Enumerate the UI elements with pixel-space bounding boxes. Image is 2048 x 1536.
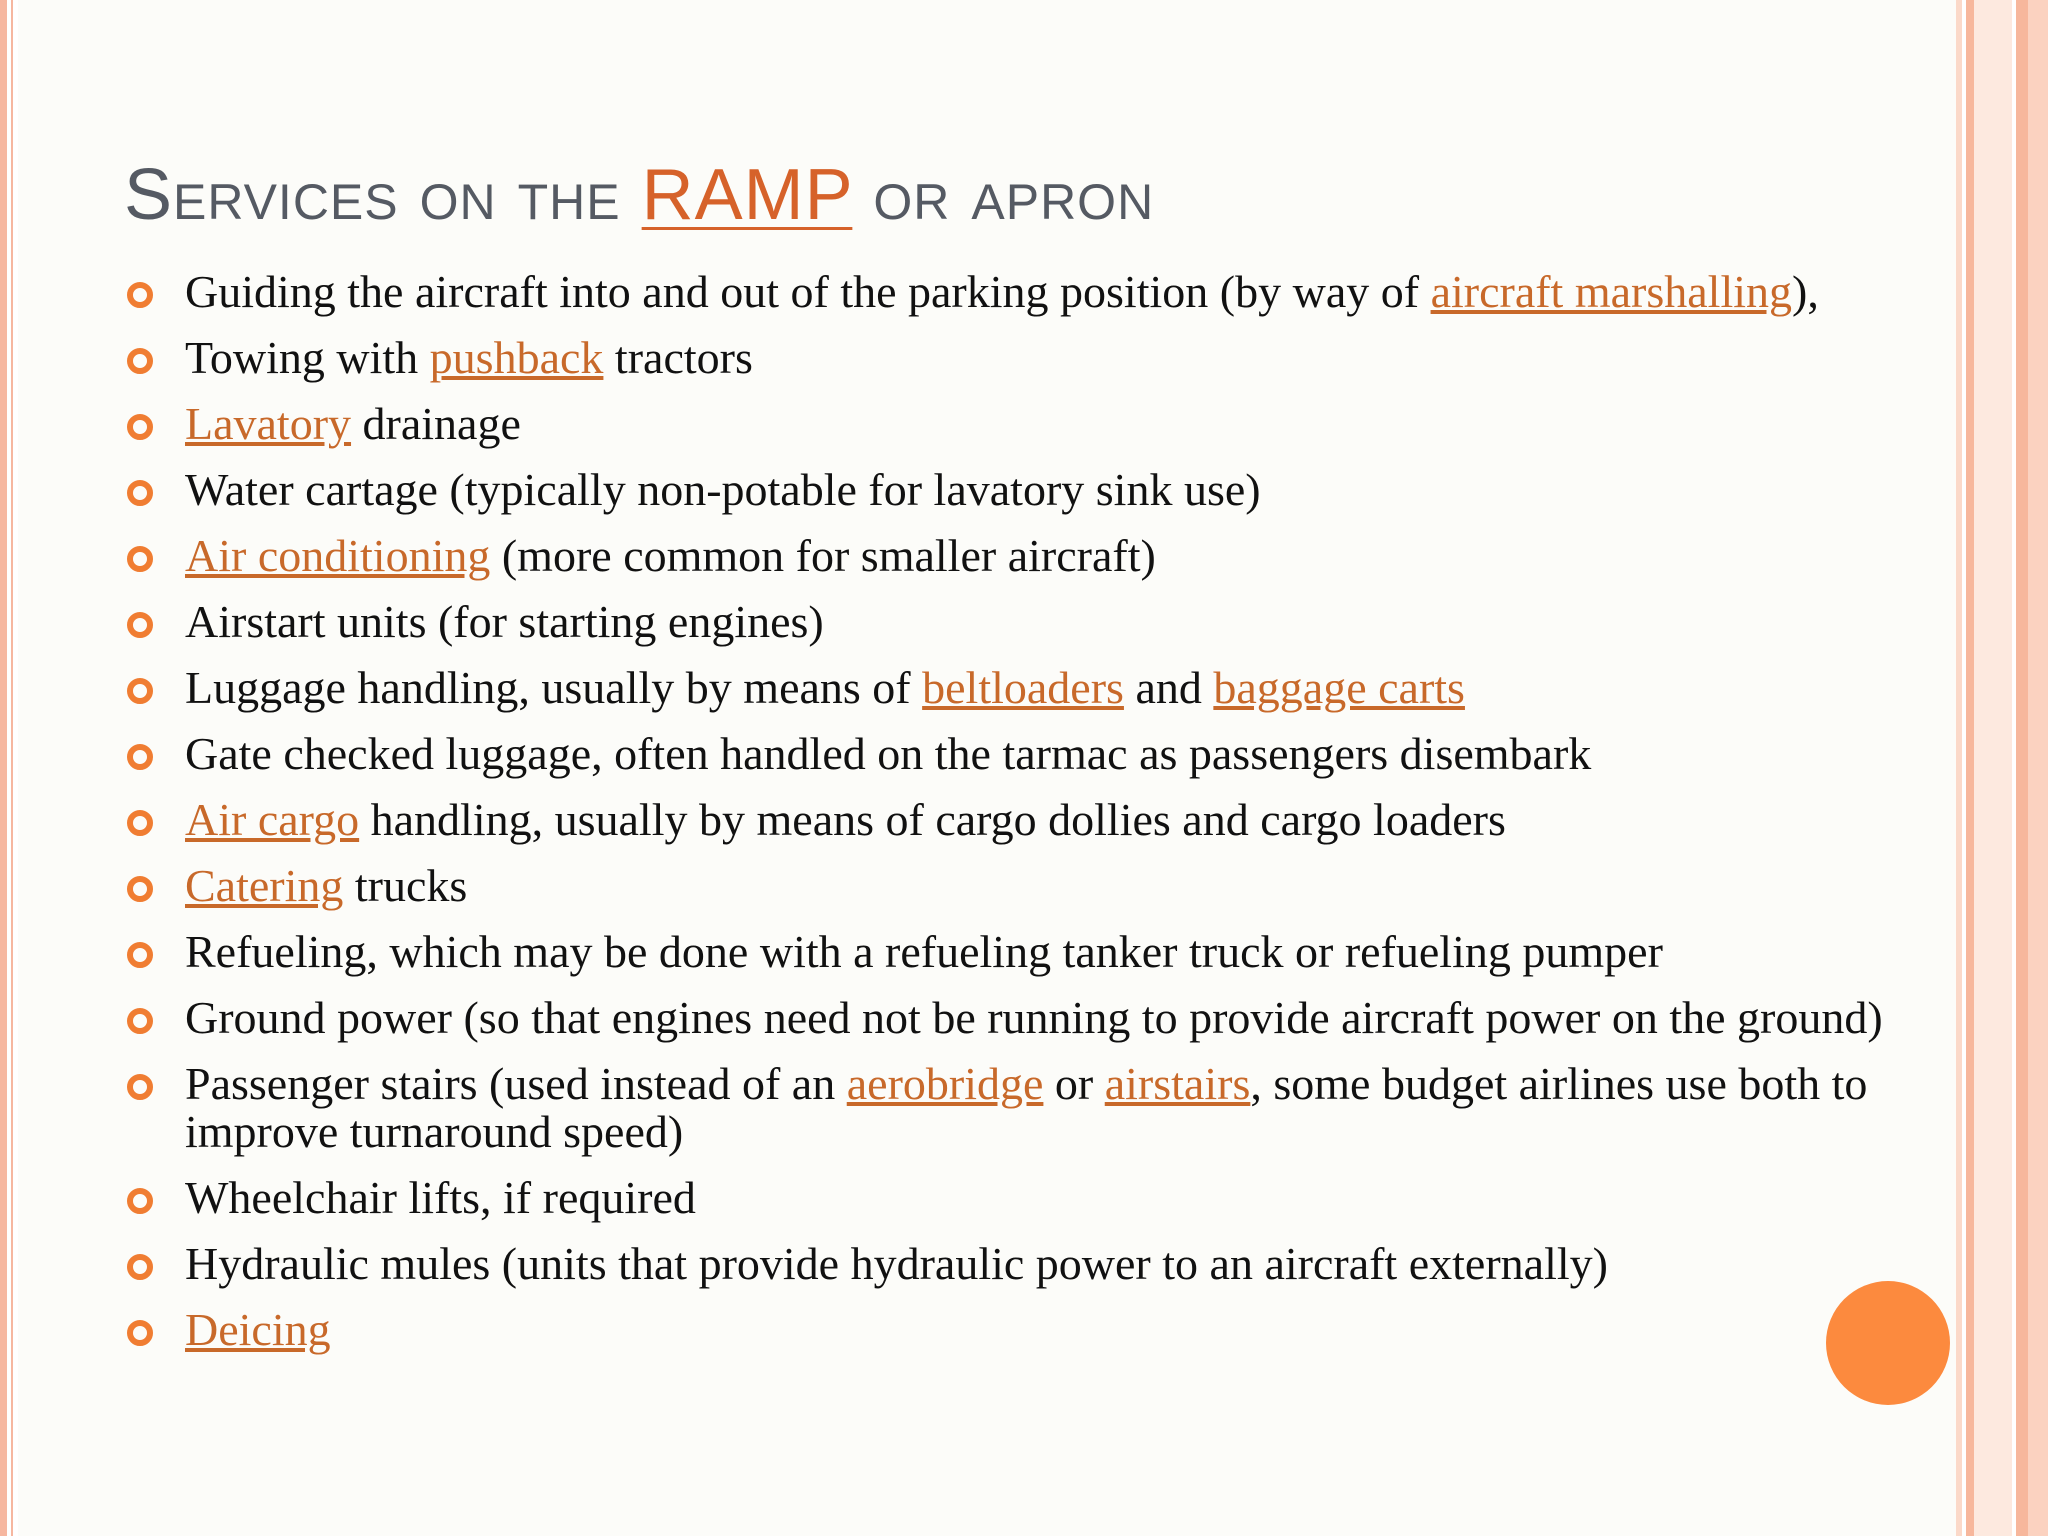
list-item — [124, 334, 1924, 382]
item-text: Luggage handling, usually by means of — [185, 662, 923, 713]
bullet-circle-icon — [127, 414, 153, 440]
list-item — [124, 598, 1924, 646]
item-text: Ground power (so that engines need not be running to provide aircraft power on the ground) — [185, 992, 1883, 1043]
link-catering[interactable]: Catering — [185, 860, 344, 911]
item-text: Airstart units (for starting engines) — [185, 596, 824, 647]
bullet-circle-icon — [127, 1254, 153, 1280]
list-item — [124, 1240, 1924, 1288]
link-baggage-carts[interactable]: baggage carts — [1213, 662, 1465, 713]
item-text: tractors — [603, 332, 753, 383]
bullet-circle-icon — [127, 942, 153, 968]
bullet-circle-icon — [127, 546, 153, 572]
slide-title — [124, 150, 1924, 240]
item-text: Towing with — [185, 332, 430, 383]
item-text: Passenger stairs (used instead of an — [185, 1058, 847, 1109]
item-text: Wheelchair lifts, if required — [185, 1172, 696, 1223]
list-item — [124, 994, 1924, 1042]
bullet-circle-icon — [127, 876, 153, 902]
link-air-cargo[interactable]: Air cargo — [185, 794, 360, 845]
item-text: or — [1043, 1058, 1105, 1109]
list-item — [124, 532, 1924, 580]
list-item — [124, 730, 1924, 778]
bullet-circle-icon — [127, 1074, 153, 1100]
left-decorative-border — [0, 0, 18, 1536]
list-item — [124, 862, 1924, 910]
link-aircraft-marshalling[interactable]: aircraft marshalling — [1430, 266, 1793, 317]
item-text: Refueling, which may be done with a refueling tanker truck or refueling pumper — [185, 926, 1663, 977]
list-item — [124, 466, 1924, 514]
link-air-conditioning[interactable]: Air conditioning — [185, 530, 491, 581]
services-bullet-list — [124, 268, 1924, 1372]
item-text: trucks — [343, 860, 468, 911]
link-beltloaders[interactable]: beltloaders — [922, 662, 1124, 713]
link-deicing[interactable]: Deicing — [185, 1304, 331, 1355]
item-text: Gate checked luggage, often handled on the tarmac as passengers disembark — [185, 728, 1592, 779]
list-item — [124, 928, 1924, 976]
bullet-circle-icon — [127, 744, 153, 770]
item-text: handling, usually by means of cargo dollies and cargo loaders — [359, 794, 1506, 845]
bullet-circle-icon — [127, 480, 153, 506]
link-pushback[interactable]: pushback — [429, 332, 604, 383]
list-item — [124, 400, 1924, 448]
right-decorative-stripes — [1956, 0, 2048, 1536]
bullet-circle-icon — [127, 1320, 153, 1346]
link-airstairs[interactable]: airstairs — [1104, 1058, 1251, 1109]
bullet-circle-icon — [127, 1188, 153, 1214]
link-lavatory[interactable]: Lavatory — [185, 398, 352, 449]
title-link-ramp[interactable]: RAMP — [641, 155, 853, 235]
bullet-circle-icon — [127, 282, 153, 308]
item-text: Water cartage (typically non-potable for lavatory sink use) — [185, 464, 1261, 515]
bullet-circle-icon — [127, 612, 153, 638]
bullet-circle-icon — [127, 810, 153, 836]
item-text: drainage — [351, 398, 521, 449]
item-text: Hydraulic mules (units that provide hydraulic power to an aircraft externally) — [185, 1238, 1608, 1289]
list-item — [124, 1060, 1924, 1156]
title-text-after: or apron — [852, 155, 1155, 235]
list-item — [124, 1306, 1924, 1354]
bullet-circle-icon — [127, 1008, 153, 1034]
list-item — [124, 1174, 1924, 1222]
title-text-before: Services on the — [124, 155, 642, 235]
item-text: , some budget airlines use both to improve turnaround speed) — [185, 1058, 1868, 1157]
item-text: Guiding the aircraft into and out of the parking position (by way of — [185, 266, 1431, 317]
link-aerobridge[interactable]: aerobridge — [846, 1058, 1044, 1109]
item-text: (more common for smaller aircraft) — [490, 530, 1156, 581]
item-text: and — [1123, 662, 1214, 713]
bullet-circle-icon — [127, 678, 153, 704]
list-item — [124, 268, 1924, 316]
list-item — [124, 796, 1924, 844]
bullet-circle-icon — [127, 348, 153, 374]
list-item — [124, 664, 1924, 712]
item-text: ), — [1792, 266, 1819, 317]
